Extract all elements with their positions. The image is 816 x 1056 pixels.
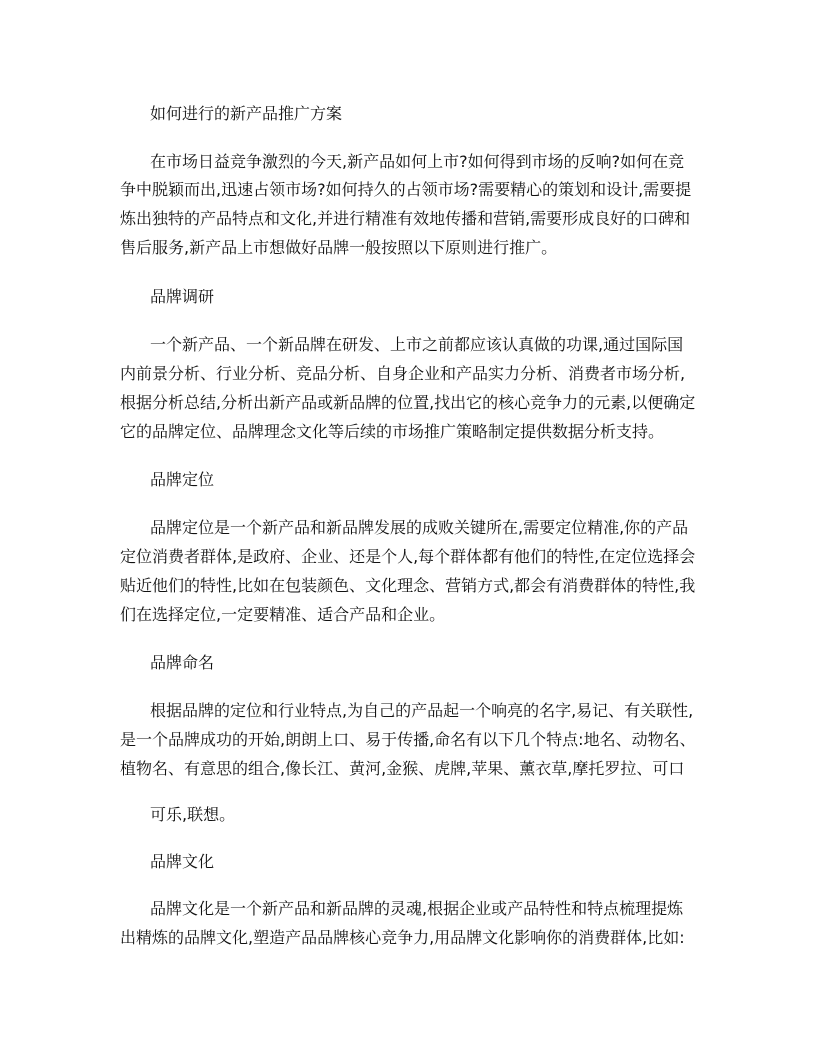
paragraph-line: 一个新产品、一个新品牌在研发、上市之前都应该认真做的功课,通过国际国 bbox=[150, 335, 684, 354]
paragraph-line: 在市场日益竞争激烈的今天,新产品如何上市?如何得到市场的反响?如何在竞 bbox=[150, 152, 685, 171]
document-title: 如何进行的新产品推广方案 bbox=[150, 104, 343, 123]
section-heading-brand-research: 品牌调研 bbox=[150, 287, 215, 306]
section-heading-brand-naming: 品牌命名 bbox=[150, 653, 215, 672]
paragraph-line: 它的品牌定位、品牌理念文化等后续的市场推广策略制定提供数据分析支持。 bbox=[120, 422, 665, 441]
paragraph-line: 内前景分析、行业分析、竞品分析、自身企业和产品实力分析、消费者市场分析, bbox=[120, 364, 686, 383]
paragraph-line: 定位消费者群体,是政府、企业、还是个人,每个群体都有他们的特性,在定位选择会 bbox=[120, 547, 696, 566]
section-heading-brand-positioning: 品牌定位 bbox=[150, 470, 215, 489]
paragraph-line: 根据分析总结,分析出新产品或新品牌的位置,找出它的核心竞争力的元素,以便确定 bbox=[120, 393, 696, 412]
section-heading-brand-culture: 品牌文化 bbox=[150, 852, 215, 871]
paragraph-line: 植物名、有意思的组合,像长江、黄河,金猴、虎牌,苹果、薰衣草,摩托罗拉、可口 bbox=[120, 759, 685, 778]
paragraph-line: 品牌文化是一个新产品和新品牌的灵魂,根据企业或产品特性和特点梳理提炼 bbox=[150, 899, 684, 918]
paragraph-line: 品牌定位是一个新产品和新品牌发展的成败关键所在,需要定位精准,你的产品 bbox=[150, 518, 689, 537]
paragraph-line: 炼出独特的产品特点和文化,并进行精准有效地传播和营销,需要形成良好的口碑和 bbox=[120, 209, 691, 228]
paragraph-line: 可乐,联想。 bbox=[150, 805, 236, 824]
paragraph-line: 争中脱颖而出,迅速占领市场?如何持久的占领市场?需要精心的策划和设计,需要提 bbox=[120, 180, 692, 199]
paragraph-line: 出精炼的品牌文化,塑造产品品牌核心竞争力,用品牌文化影响你的消费群体,比如: bbox=[120, 928, 685, 947]
paragraph-line: 售后服务,新产品上市想做好品牌一般按照以下原则进行推广。 bbox=[120, 238, 558, 257]
paragraph-line: 根据品牌的定位和行业特点,为自己的产品起一个响亮的名字,易记、有关联性, bbox=[150, 701, 694, 720]
paragraph-line: 贴近他们的特性,比如在包装颜色、文化理念、营销方式,都会有消费群体的特性,我 bbox=[120, 576, 696, 595]
paragraph-line: 们在选择定位,一定要精准、适合产品和企业。 bbox=[120, 605, 446, 624]
paragraph-line: 是一个品牌成功的开始,朗朗上口、易于传播,命名有以下几个特点:地名、动物名、 bbox=[120, 730, 696, 749]
